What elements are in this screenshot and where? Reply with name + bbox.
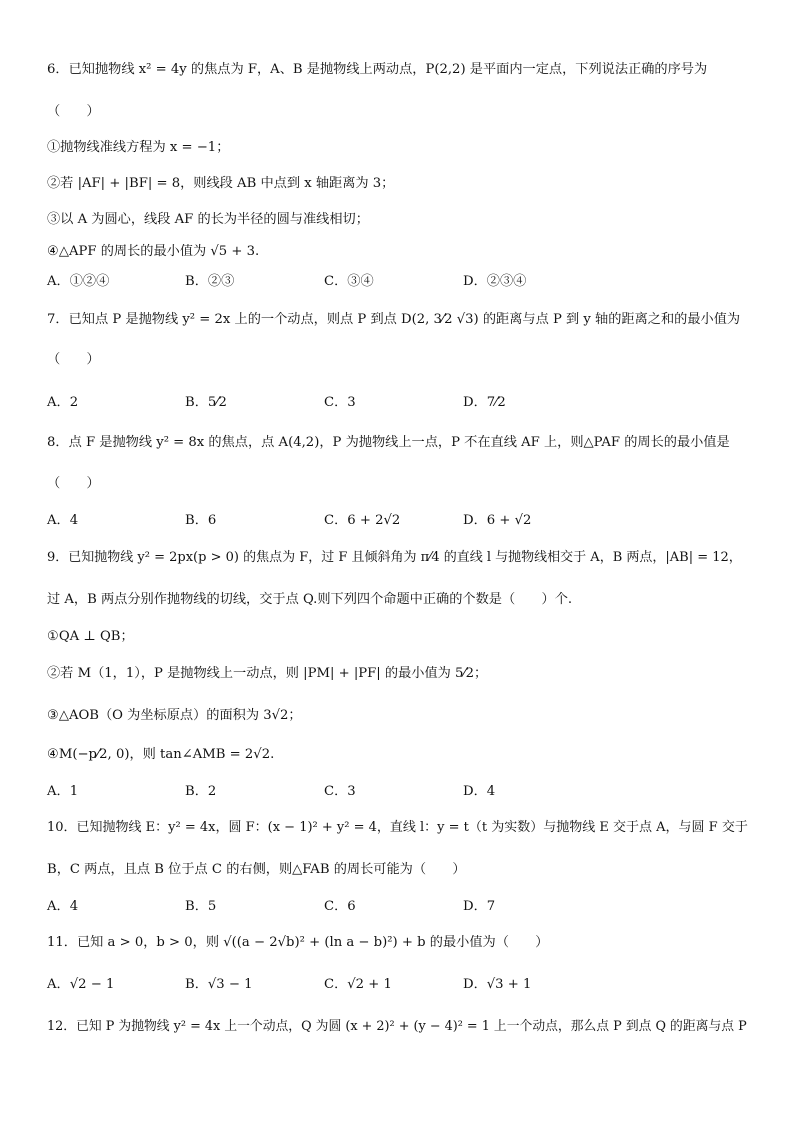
q9-statement-1: ①QA ⊥ QB；	[47, 629, 134, 644]
q10-option-a: A．4	[47, 899, 79, 914]
q6-option-d: D．②③④	[463, 274, 527, 289]
q8-stem-line-1: 8．点 F 是抛物线 y² = 8x 的焦点，点 A(4,2)，P 为抛物线上一点，P 不在直线 AF 上，则△PAF 的周长的最小值是	[47, 435, 730, 450]
q9-stem-line-2: 过 A，B 两点分别作抛物线的切线，交于点 Q.则下列四个命题中正确的个数是（ ）个.	[47, 592, 573, 607]
q11-option-b: B．√3 − 1	[185, 977, 253, 992]
q9-option-b: B．2	[185, 784, 217, 799]
q7-option-b: B．5⁄2	[185, 395, 227, 410]
q10-stem-line-1: 10．已知抛物线 E：y² = 4x，圆 F：(x − 1)² + y² = 4，直线 l：y = t（t 为实数）与抛物线 E 交于点 A，与圆 F 交于	[47, 820, 748, 835]
q9-statement-2: ②若 M（1，1），P 是抛物线上一动点，则 |PM| + |PF| 的最小值为 5⁄2；	[47, 666, 488, 681]
q8-option-c: C．6 + 2√2	[324, 513, 401, 528]
q12-stem-line-1: 12．已知 P 为抛物线 y² = 4x 上一个动点，Q 为圆 (x + 2)² + (y − 4)² = 1 上一个动点，那么点 P 到点 Q 的距离与点 P	[47, 1019, 747, 1034]
q8-option-a: A．4	[47, 513, 79, 528]
q9-statement-3: ③△AOB（O 为坐标原点）的面积为 3√2；	[47, 708, 302, 723]
q9-stem-line-1: 9．已知抛物线 y² = 2px(p > 0) 的焦点为 F，过 F 且倾斜角为 π⁄4 的直线 l 与抛物线相交于 A，B 两点，|AB| = 12，	[47, 550, 742, 565]
q11-option-c: C．√2 + 1	[324, 977, 392, 992]
q6-statement-1: ①抛物线准线方程为 x = −1；	[47, 140, 230, 155]
q10-stem-line-2: B，C 两点，且点 B 位于点 C 的右侧，则△FAB 的周长可能为（ ）	[47, 862, 466, 877]
q8-option-d: D．6 + √2	[463, 513, 532, 528]
q7-option-a: A．2	[47, 395, 79, 410]
q7-stem-line-1: 7．已知点 P 是抛物线 y² = 2x 上的一个动点，则点 P 到点 D(2, 3⁄2 √3) 的距离与点 P 到 y 轴的距离之和的最小值为	[47, 312, 741, 327]
q11-stem-line-1: 11．已知 a > 0，b > 0，则 √((a − 2√b)² + (ln a − b)²) + b 的最小值为（ ）	[47, 935, 549, 950]
q10-option-d: D．7	[463, 899, 496, 914]
q6-statement-2: ②若 |AF| + |BF| = 8，则线段 AB 中点到 x 轴距离为 3；	[47, 176, 395, 191]
q6-option-c: C．③④	[324, 274, 374, 289]
q11-option-d: D．√3 + 1	[463, 977, 532, 992]
q10-option-c: C．6	[324, 899, 356, 914]
q6-statement-3: ③以 A 为圆心，线段 AF 的长为半径的圆与准线相切；	[47, 212, 369, 227]
q8-option-b: B．6	[185, 513, 217, 528]
q10-option-b: B．5	[185, 899, 217, 914]
q6-stem-line-2: （ ）	[47, 104, 100, 119]
q9-option-d: D．4	[463, 784, 496, 799]
q6-statement-4: ④△APF 的周长的最小值为 √5 + 3.	[47, 244, 260, 259]
q8-stem-line-2: （ ）	[47, 476, 100, 491]
q9-option-a: A．1	[47, 784, 79, 799]
q11-option-a: A．√2 − 1	[47, 977, 115, 992]
q7-stem-line-2: （ ）	[47, 352, 100, 367]
q7-option-c: C．3	[324, 395, 356, 410]
q7-option-d: D．7⁄2	[463, 395, 506, 410]
q6-option-a: A．①②④	[47, 274, 110, 289]
q9-statement-4: ④M(−p⁄2, 0)，则 tan∠AMB = 2√2.	[47, 747, 275, 762]
q6-option-b: B．②③	[185, 274, 235, 289]
q6-stem-line-1: 6．已知抛物线 x² = 4y 的焦点为 F，A、B 是抛物线上两动点，P(2,2) 是平面内一定点，下列说法正确的序号为	[47, 62, 708, 77]
q9-option-c: C．3	[324, 784, 356, 799]
